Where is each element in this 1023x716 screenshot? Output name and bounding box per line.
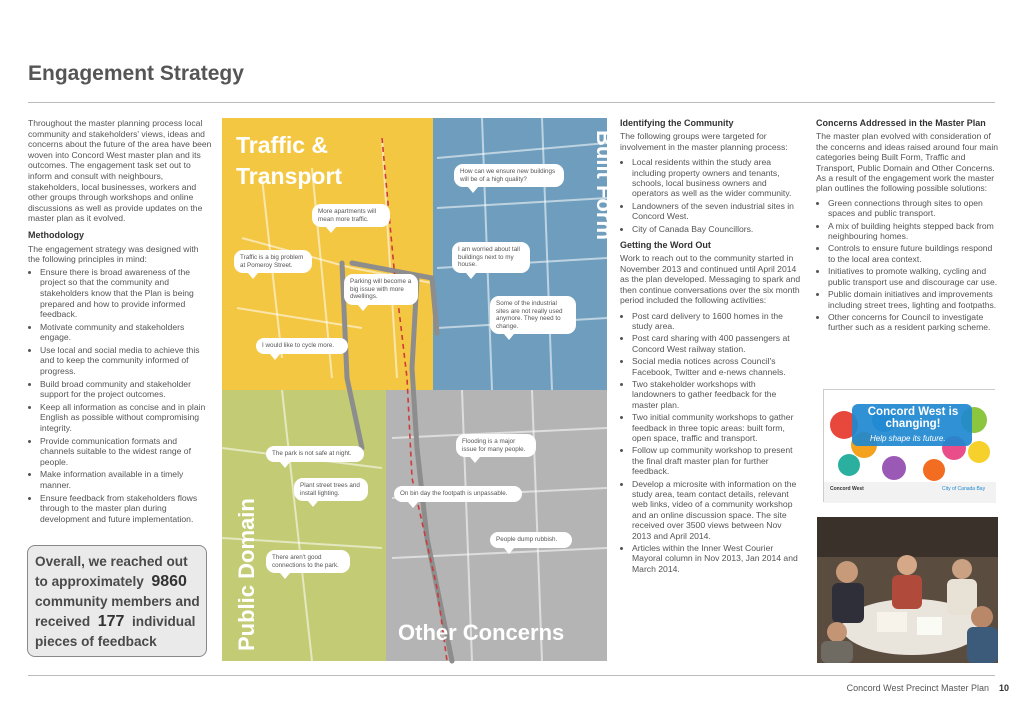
list-item: • Social media notices across Council's Facebook, Twitter and e-news channels. <box>632 356 802 377</box>
list-item: • A mix of building heights stepped back from neighbouring homes. <box>828 221 1000 242</box>
page-title: Engagement Strategy <box>28 62 244 85</box>
list-item: • Ensure there is broad awareness of the project so that the community and stakeholders know that the Plan is being prepared and how to provide informed feedback. <box>40 267 212 320</box>
list-item: • Two initial community workshops to gather feedback in three topic areas: built form, open space, traffic and transport. <box>632 412 802 443</box>
list-item: • Ensure feedback from stakeholders flows through to the master plan during development and future implementation. <box>40 493 212 525</box>
intro-paragraph: Throughout the master planning process local community and stakeholders' views, ideas and concerns about the future of the area have been woven into Concord West master plan and its outcomes. The engagement task set out to inform and consult with neighbours, stakeholders, local businesses, workers and other groups through workshops and online discussions as well as provide updates on the master plan as it evolved. <box>28 118 212 224</box>
engagement-map <box>222 118 617 661</box>
reach-callout <box>27 545 207 657</box>
concerns-column <box>816 118 1000 335</box>
identifying-list <box>620 157 802 234</box>
postcard-footer-left: Concord West <box>830 486 864 492</box>
workshop-photo <box>817 517 998 663</box>
campaign-postcard-image <box>823 389 995 502</box>
comment-bubble: Parking will become a big issue with more dwellings. <box>344 274 418 305</box>
community-count: 9860 <box>151 573 187 590</box>
list-item: • Provide communication formats and channels suitable to the widest range of people. <box>40 436 212 468</box>
identifying-heading: Identifying the Community <box>620 118 734 128</box>
list-item: • Build broad community and stakeholder support for the project outcomes. <box>40 379 212 400</box>
word-out-heading: Getting the Word Out <box>620 240 711 251</box>
identifying-lead: The following groups were targeted for involvement in the master planning process: <box>620 131 788 152</box>
list-item: • Post card sharing with 400 passengers at Concord West railway station. <box>632 333 802 354</box>
list-item: • Two stakeholder workshops with landowners to gather feedback for the master plan. <box>632 379 802 410</box>
callout-line-2 <box>35 572 206 592</box>
methodology-lead: The engagement strategy was designed with the following principles in mind: <box>28 243 199 265</box>
list-item: • Develop a microsite with information on the study area, team contact details, relevant web links, video of a community workshop and an online discussion space. The site received over 3500 views between Nov 2013 and April 2014. <box>632 479 802 541</box>
other-concerns-label: Other Concerns <box>398 620 565 645</box>
list-item: • Landowners of the seven industrial sites in Concord West. <box>632 201 802 222</box>
callout-line-5: pieces of feedback <box>35 634 157 649</box>
footer-divider <box>28 675 995 676</box>
comment-bubble: On bin day the footpath is unpassable. <box>394 486 522 502</box>
callout-line-3: community members and <box>35 594 200 609</box>
list-item: • Green connections through sites to open spaces and public transport. <box>828 198 1000 219</box>
concerns-list <box>816 198 1000 333</box>
comment-bubble: Traffic is a big problem at Pomeroy Street. <box>234 250 312 273</box>
community-column <box>620 118 802 580</box>
comment-bubble: Flooding is a major issue for many people. <box>456 434 536 457</box>
list-item: • Other concerns for Council to investigate further such as a resident parking scheme. <box>828 312 1000 333</box>
comment-bubble: Plant street trees and install lighting. <box>294 478 368 501</box>
list-item: • Initiatives to promote walking, cycling and public transport use and discourage car use. <box>828 266 1000 287</box>
comment-bubble: How can we ensure new buildings will be of a high quality? <box>454 164 564 187</box>
comment-bubble: I am worried about tall buildings next to my house. <box>452 242 530 273</box>
list-item: • Articles within the Inner West Courier Mayoral column in Nov 2013, Jan 2014 and March 2014. <box>632 543 802 574</box>
header-divider <box>28 102 995 103</box>
comment-bubble: The park is not safe at night. <box>266 446 364 462</box>
list-item: • City of Canada Bay Councillors. <box>632 224 802 234</box>
concerns-heading: Concerns Addressed in the Master Plan <box>816 118 986 128</box>
built-form-label: Built Form <box>592 130 617 240</box>
postcard-headline: Concord West is changing! <box>867 406 959 430</box>
list-item: • Local residents within the study area including property owners and tenants, schools, local business owners and operators as well as the wider community. <box>632 157 802 199</box>
list-item: • Follow up community workshop to present the final draft master plan for further feedback. <box>632 445 802 476</box>
comment-bubble: More apartments will mean more traffic. <box>312 204 390 227</box>
list-item: • Motivate community and stakeholders engage. <box>40 322 212 343</box>
footer-title: Concord West Precinct Master Plan <box>846 683 989 693</box>
callout-text: to approximately <box>35 574 144 589</box>
list-item: • Controls to ensure future buildings respond to the local area context. <box>828 243 1000 264</box>
list-item: • Public domain initiatives and improvements including street trees, lighting and footpaths. <box>828 289 1000 310</box>
list-item: • Post card delivery to 1600 homes in the study area. <box>632 311 802 332</box>
public-domain-label: Public Domain <box>234 498 259 651</box>
methodology-list <box>28 267 212 525</box>
callout-line-1: Overall, we reached out <box>35 554 188 569</box>
comment-bubble: Some of the industrial sites are not really used anymore. They need to change. <box>490 296 576 334</box>
callout-text: individual <box>132 614 196 629</box>
list-item: • Make information available in a timely manner. <box>40 469 212 490</box>
comment-bubble: There aren't good connections to the park. <box>266 550 350 573</box>
page-number: 10 <box>998 683 1009 693</box>
word-out-lead: Work to reach out to the community started in November 2013 and continued until April 2014 as the plan developed. Messaging to spark and then continue conversations over the six month period included the following activities: <box>620 253 801 306</box>
comment-bubble: I would like to cycle more. <box>256 338 348 354</box>
workshop-photo-graphic <box>817 517 998 663</box>
street-map <box>222 118 607 661</box>
council-logo: City of Canada Bay <box>942 486 986 492</box>
traffic-transport-label: Traffic & Transport <box>236 132 343 189</box>
list-item: • Use local and social media to achieve this and to keep the community informed of progress. <box>40 345 212 377</box>
methodology-heading: Methodology <box>28 229 84 240</box>
feedback-count: 177 <box>97 613 125 630</box>
callout-line-4 <box>35 612 206 632</box>
word-out-list <box>620 311 802 575</box>
postcard-tagline: Help shape its future. <box>870 434 946 443</box>
intro-column <box>28 118 212 526</box>
comment-bubble: People dump rubbish. <box>490 532 572 548</box>
list-item: • Keep all information as concise and in plain English as possible without compromising integrity. <box>40 402 212 434</box>
callout-text: received <box>35 614 91 629</box>
concerns-lead: The master plan evolved with consideration of the concerns and ideas raised around four main categories being Built Form, Traffic and Transport, Public Domain and Other Concerns. As a result of the engagement work the master plan outlines the following possible solutions: <box>816 131 999 194</box>
page-footer <box>847 683 1009 693</box>
